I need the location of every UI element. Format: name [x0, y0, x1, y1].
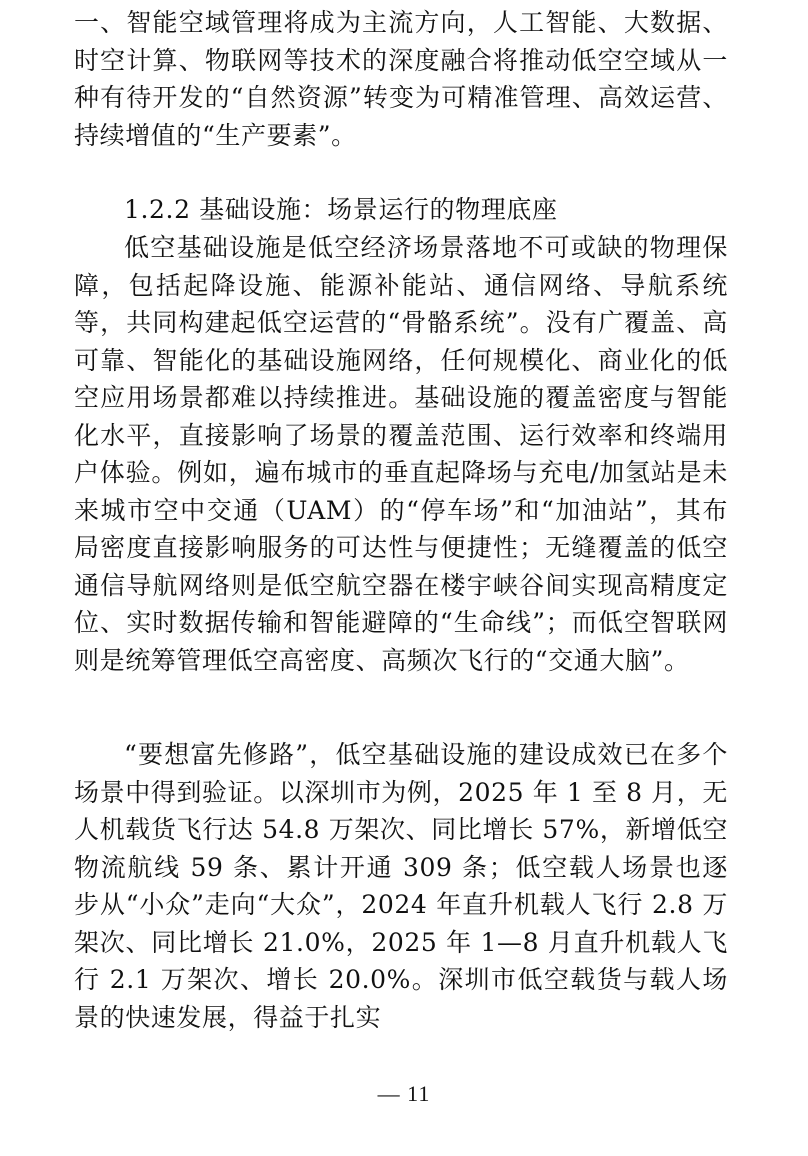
paragraph-text: 低空基础设施是低空经济场景落地不可或缺的物理保障，包括起降设施、能源补能站、通信网络、导航系统等，共同构建起低空运营的“骨骼系统”。没有广覆盖、高可靠、智能化的基础设施网络，任何规模化、商业化的低空应用场景都难以持续推进。基础设施的覆盖密度与智能化水平，直接影响了场景的覆盖范围、运行效率和终端用户体验。例如，遍布城市的垂直起降场与充电/加氢站是未来城市空中交通（UAM）的“停车场”和“加油站”，其布局密度直接影响服务的可达性与便捷性；无缝覆盖的低空通信导航网络则是低空航空器在楼宇峡谷间实现高精度定位、实时数据传输和智能避障的“生命线”；而低空智联网则是统筹管理低空高密度、高频次飞行的“交通大脑”。	[74, 233, 728, 675]
paragraph-text: 一、智能空域管理将成为主流方向，人工智能、大数据、时空计算、物联网等技术的深度融合将推动低空空域从一种有待开发的“自然资源”转变为可精准管理、高效运营、持续增值的“生产要素”。	[74, 8, 728, 150]
section-heading-1-2-2	[74, 191, 728, 229]
paragraph-smart-airspace	[74, 4, 728, 154]
paragraph-infrastructure	[74, 229, 728, 679]
paragraph-text: “要想富先修路”，低空基础设施的建设成效已在多个场景中得到验证。以深圳市为例，2025 年 1 至 8 月，无人机载货飞行达 54.8 万架次、同比增长 57%，新增低空物流航线 59 条、累计开通 309 条；低空载人场景也逐步从“小众”走向“大众”，2024 年直升机载人飞行 2.8 万架次、同比增长 21.0%，2025 年 1—8 月直升机载人飞行 2.1 万架次、增长 20.0%。深圳市低空载货与载人场景的快速发展，得益于扎实	[74, 740, 728, 1032]
paragraph-shenzhen-example	[74, 736, 728, 1036]
page-number: — 11	[377, 1081, 431, 1106]
section-heading-text: 1.2.2 基础设施：场景运行的物理底座	[124, 195, 558, 224]
